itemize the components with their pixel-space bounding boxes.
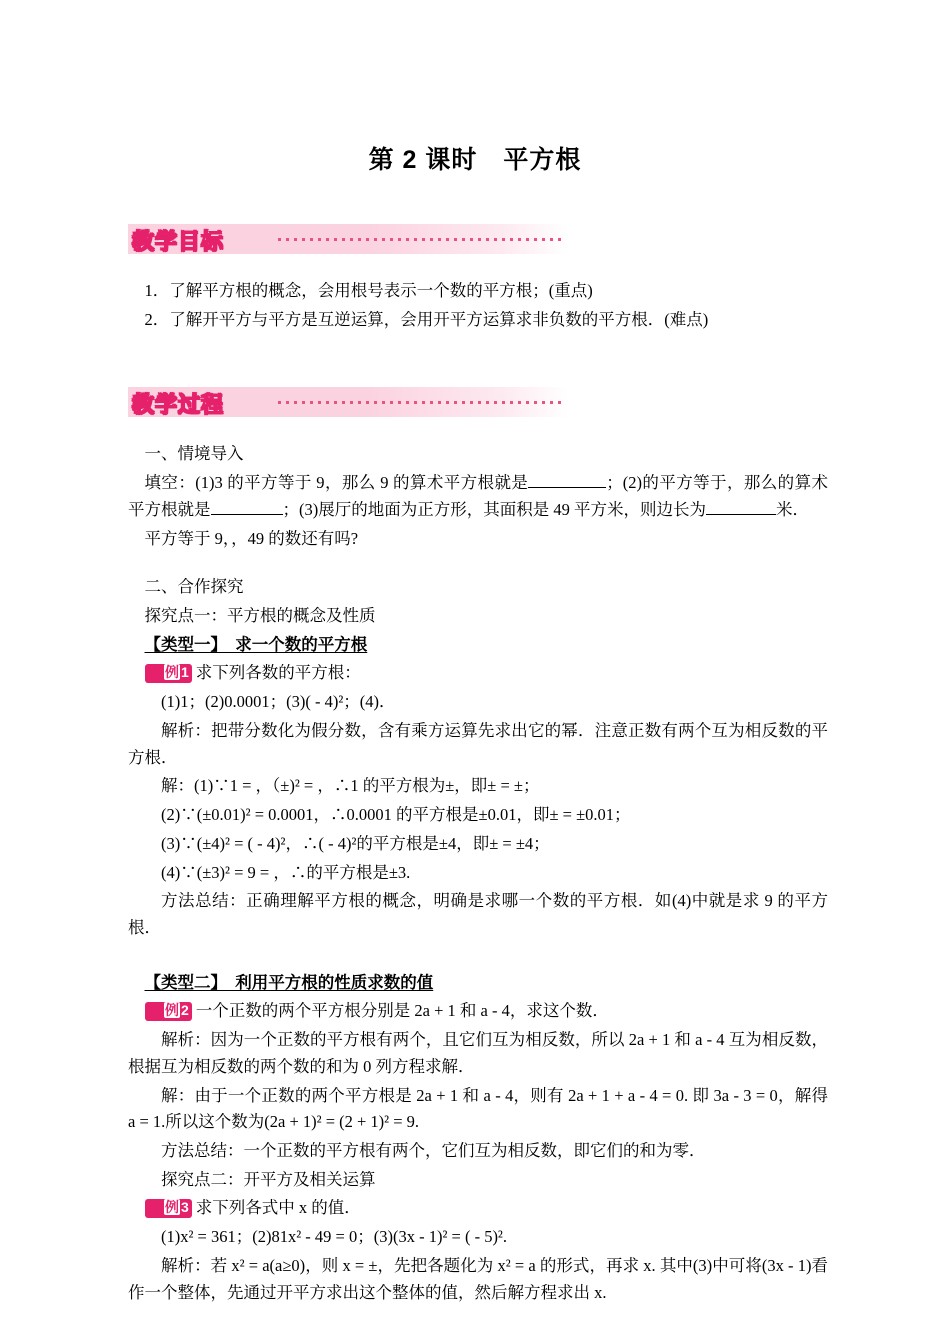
type-heading-1: [128, 632, 828, 659]
example-1-solution-2: (2)∵(±0.01)² = 0.0001，∴0.0001 的平方根是±0.01，即± = ±0.01；: [161, 805, 631, 825]
example-3-line: [128, 1195, 828, 1222]
example-3-analysis: 解析：若 x² = a(a≥0)，则 x = ±，先把各题化为 x² = a 的形式，再求 x. 其中(3)中可将(3x - 1)看作一个整体，先通过开平方求出这个整体的值，然后解方程求出 x.: [128, 1255, 828, 1302]
example-1-line: [128, 660, 828, 687]
blank-2: [211, 498, 283, 515]
blank-3: [706, 498, 776, 515]
example-badge-2: [145, 1002, 192, 1021]
part-two-title: 二、合作探究: [144, 577, 244, 597]
objective-item-2: 2．了解开平方与平方是互逆运算，会用开平方运算求非负数的平方根．(难点): [144, 309, 709, 329]
example-badge-3: [145, 1199, 192, 1218]
fill-text-3: ；(3)展厅的地面为正方形，其面积是 49 平方米，则边长为: [282, 499, 706, 519]
blank-1: [528, 471, 606, 488]
part-one-question: 平方等于 9，，49 的数还有吗?: [144, 528, 359, 548]
fill-text-4: 米．: [776, 499, 809, 519]
example-badge-1: [145, 664, 192, 683]
type-heading-1-text: 【类型一】 求一个数的平方根: [144, 634, 368, 654]
type-heading-2-text: 【类型二】 利用平方根的性质求数的值: [144, 972, 434, 992]
example-2-line: [128, 998, 828, 1025]
example-badge-char: 例: [165, 1199, 179, 1216]
objective-item-1: 1．了解平方根的概念，会用根号表示一个数的平方根；(重点): [144, 281, 593, 300]
example-badge-char: 例: [165, 664, 179, 681]
header-dots: [278, 238, 563, 241]
section-header-objectives: [128, 224, 568, 258]
document-body: [128, 218, 828, 1308]
example-1-items: (1)1；(2)0.0001；(3)( - 4)²；(4)．: [161, 692, 396, 712]
example-2-summary: 方法总结：一个正数的平方根有两个，它们互为相反数，即它们的和为零．: [161, 1140, 706, 1160]
header-dots: [278, 401, 563, 404]
example-2-analysis: 解析：因为一个正数的平方根有两个，且它们互为相反数，所以 2a + 1 和 a - 4 互为相反数，根据互为相反数的两个数的和为 0 列方程求解．: [128, 1030, 828, 1076]
fill-text-1: 填空：(1)3 的平方等于 9，那么 9 的算术平方根就是: [144, 473, 529, 493]
example-badge-char: 例: [165, 1002, 179, 1019]
example-3-stem: 求下列各式中 x 的值．: [195, 1198, 361, 1218]
type-heading-2: [128, 970, 828, 997]
example-badge-number: 2: [181, 1002, 189, 1019]
example-1-summary: 方法总结：正确理解平方根的概念，明确是求哪一个数的平方根．如(4)中就是求 9 的平方根．: [128, 891, 828, 937]
page-title: 第 2 课时 平方根: [368, 146, 582, 174]
section-heading-label: 教学过程: [132, 392, 225, 418]
section-header-process: [128, 387, 568, 421]
section-heading-label: 教学目标: [132, 229, 225, 254]
part-one-title: 一、情境导入: [144, 444, 244, 464]
example-badge-number: 3: [181, 1199, 189, 1216]
fill-text-2: ；(2)的平方等于，那么的算术平方根就是: [128, 473, 828, 519]
example-1-stem: 求下列各数的平方根：: [195, 663, 361, 683]
explore-point-1: 探究点一：平方根的概念及性质: [144, 606, 376, 626]
example-badge-number: 1: [181, 664, 189, 681]
fill-in-blank-paragraph: [128, 470, 828, 523]
example-3-items: (1)x² = 361；(2)81x² - 49 = 0；(3)(3x - 1)² = ( - 5)².: [161, 1227, 508, 1247]
explore-point-2: 探究点二：开平方及相关运算: [161, 1169, 376, 1189]
example-1-solution-3: (3)∵(±4)² = ( - 4)²，∴( - 4)²的平方根是±4，即± = ±4；: [161, 833, 550, 853]
example-1-solution-4: (4)∵(±3)² = 9 = ，∴的平方根是±3.: [161, 862, 411, 882]
example-2-stem: 一个正数的两个平方根分别是 2a + 1 和 a - 4，求这个数．: [195, 1001, 609, 1021]
example-2-solution: 解：由于一个正数的两个平方根是 2a + 1 和 a - 4，则有 2a + 1 + a - 4 = 0. 即 3a - 3 = 0，解得 a = 1.所以这个数为(2a + 1)² = (2 + 1)² = 9.: [128, 1085, 828, 1132]
example-1-analysis: 解析：把带分数化为假分数，含有乘方运算先求出它的幂．注意正数有两个互为相反数的平方根．: [128, 720, 828, 767]
example-1-solution-1: 解：(1)∵1 = ，（±)² = ，∴1 的平方根为±，即± = ±；: [161, 776, 540, 796]
